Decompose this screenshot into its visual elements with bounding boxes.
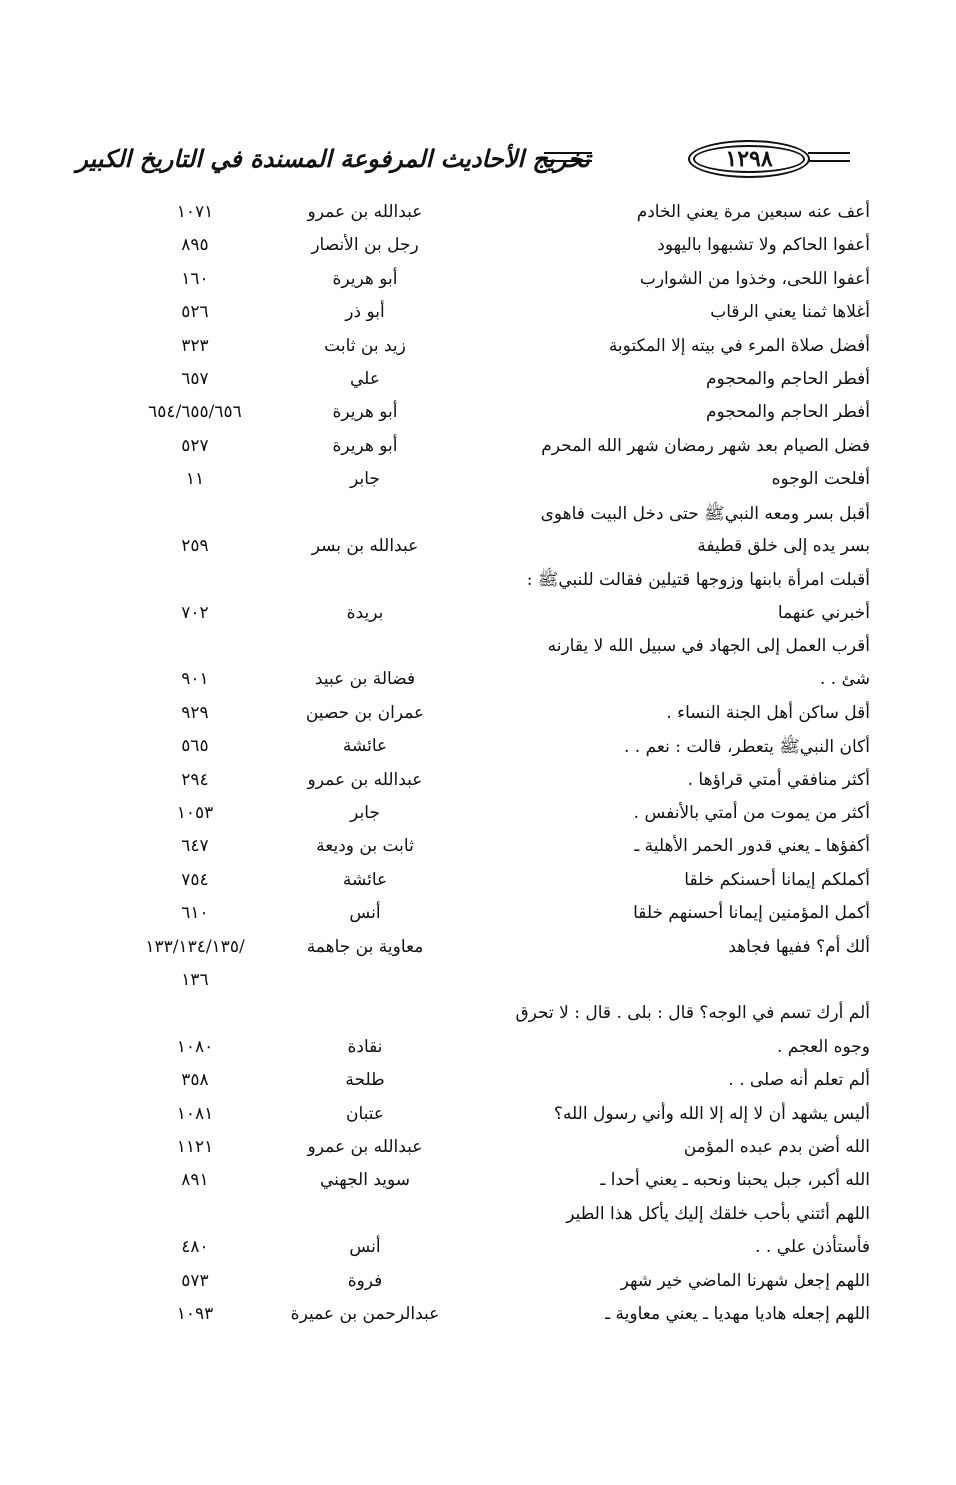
reference-number: ٦٥٧ (181, 368, 209, 389)
hadith-text: شئ . . (819, 669, 870, 690)
hadith-text: أفلحت الوجوه (771, 469, 870, 490)
index-row (100, 231, 870, 264)
hadith-text: ألك أم؟ ففيها فجاهد (728, 936, 870, 957)
hadith-text: أعف عنه سبعين مرة يعني الخادم (636, 202, 870, 222)
reference-number: ٤٨٠ (181, 1237, 209, 1258)
hadith-text: الله أضن بدم عبده المؤمن (683, 1136, 870, 1157)
hadith-text: أفطر الحاجم والمحجوم (705, 402, 870, 423)
index-row (100, 732, 870, 765)
narrator-name: عبدالرحمن بن عميرة (290, 1303, 440, 1324)
index-row (100, 866, 870, 899)
index-row (100, 465, 870, 498)
narrator-name: أنس (349, 903, 381, 924)
narrator-name: زيد بن ثابت (324, 335, 406, 356)
index-row (100, 499, 870, 532)
hadith-text: أقبلت امرأة بابنها وزوجها قتيلين فقالت للنبيﷺ : (526, 570, 870, 591)
reference-number: ٢٩٤ (181, 769, 209, 790)
index-row (100, 832, 870, 865)
narrator-name: أبو هريرة (332, 268, 398, 289)
reference-number: ٩٠١ (181, 669, 209, 690)
reference-number: ٥٧٣ (181, 1270, 209, 1291)
narrator-name: أبو هريرة (332, 435, 398, 456)
index-row (100, 1166, 870, 1199)
hadith-text: أكمل المؤمنين إيمانا أحسنهم خلقا (633, 903, 870, 924)
hadith-index-table (100, 198, 870, 1333)
hadith-text: أفضل صلاة المرء في بيته إلا المكتوبة (608, 335, 870, 356)
index-row (100, 198, 870, 231)
reference-number: ٣٥٨ (181, 1070, 209, 1091)
index-row (100, 1133, 870, 1166)
index-row (100, 1233, 870, 1266)
hadith-text: أكثر من يموت من أمتي بالأنفس . (633, 803, 870, 824)
reference-number: ٢٥٩ (181, 535, 209, 556)
hadith-text: اللهم إجعله هاديا مهديا ـ يعني معاوية ـ (605, 1303, 870, 1324)
hadith-text: ألم تعلم أنه صلى . . (728, 1070, 870, 1091)
reference-number: ٧٥٤ (181, 869, 209, 890)
header-title: تخريج الأحاديث المرفوعة المسندة في التاريخ الكبير (76, 144, 590, 173)
index-row (100, 899, 870, 932)
narrator-name: عبدالله بن عمرو (307, 769, 423, 790)
narrator-name: جابر (350, 469, 380, 490)
reference-number: ٥٦٥ (181, 736, 209, 757)
hadith-text: وجوه العجم . (776, 1036, 870, 1057)
index-row (100, 1267, 870, 1300)
narrator-name: عبدالله بن بسر (311, 535, 419, 556)
reference-number: ٣٢٣ (181, 335, 209, 356)
narrator-name: علي (350, 368, 380, 389)
narrator-name: رجل بن الأنصار (311, 235, 419, 256)
index-row (100, 298, 870, 331)
index-row (100, 1033, 870, 1066)
reference-number: ١٠٧١ (176, 202, 214, 222)
hadith-text: أكثر منافقي أمتي قراؤها . (687, 769, 870, 790)
index-row (100, 1066, 870, 1099)
index-row (100, 265, 870, 298)
hadith-text: أعفوا اللحى، وخذوا من الشوارب (639, 268, 870, 289)
hadith-text: أليس يشهد أن لا إله إلا الله وأني رسول الله؟ (553, 1103, 870, 1124)
narrator-name: عبدالله بن عمرو (307, 202, 423, 222)
narrator-name: ثابت بن وديعة (316, 836, 414, 857)
hadith-text: بسر يده إلى خلق قطيفة (697, 535, 870, 556)
index-row (100, 766, 870, 799)
narrator-name: طلحة (345, 1070, 385, 1091)
hadith-text: ألم أرك تسم في الوجه؟ قال : بلى . قال : لا تحرق (515, 1003, 870, 1024)
narrator-name: عائشة (342, 869, 388, 890)
reference-number: ٦١٠ (181, 903, 209, 924)
hadith-text: أخبرني عنهما (777, 602, 870, 623)
hadith-text: أفطر الحاجم والمحجوم (705, 368, 870, 389)
hadith-text: أغلاها ثمنا يعني الرقاب (710, 302, 870, 323)
narrator-name: عائشة (342, 736, 388, 757)
index-row (100, 532, 870, 565)
index-row (100, 332, 870, 365)
hadith-text: الله أكبر، جبل يحبنا ونحبه ـ يعني أحدا ـ (600, 1170, 870, 1191)
reference-number: ١٦٠ (181, 268, 209, 289)
header-rule-left (544, 152, 592, 162)
narrator-name: جابر (350, 803, 380, 824)
index-row (100, 565, 870, 598)
index-row (100, 599, 870, 632)
hadith-text: أقرب العمل إلى الجهاد في سبيل الله لا يقارنه (547, 636, 870, 657)
reference-number: ٦٥٤/٦٥٥/٦٥٦ (148, 402, 242, 423)
narrator-name: نقادة (347, 1036, 383, 1057)
index-row (100, 699, 870, 732)
hadith-text: فأستأذن علي . . (755, 1237, 870, 1258)
narrator-name: فروة (347, 1270, 383, 1291)
reference-number: ٧٠٢ (181, 602, 209, 623)
index-row (100, 1100, 870, 1133)
page-number: ١٢٩٨ (688, 140, 810, 178)
index-row (100, 398, 870, 431)
reference-number: ١٠٨١ (176, 1103, 214, 1124)
narrator-name: فضالة بن عبيد (314, 669, 416, 690)
header-rule-right (808, 152, 850, 162)
hadith-text: أقبل بسر ومعه النبيﷺ حتى دخل البيت فاهوى (540, 503, 870, 524)
hadith-text: فضل الصيام بعد شهر رمضان شهر الله المحرم (541, 435, 870, 456)
reference-number: ٨٩٥ (181, 235, 209, 256)
reference-number: /١٣٣/١٣٤/١٣٥ (145, 936, 245, 957)
reference-number: ٩٢٩ (181, 702, 209, 723)
narrator-name: أبو هريرة (332, 402, 398, 423)
index-row (100, 999, 870, 1032)
narrator-name: معاوية بن جاهمة (306, 936, 424, 957)
narrator-name: عتبان (345, 1103, 385, 1124)
reference-number: ٨٩١ (181, 1170, 209, 1191)
reference-number: ١٠٥٣ (176, 803, 214, 824)
hadith-text: اللهم إجعل شهرنا الماضي خير شهر (620, 1270, 870, 1291)
reference-number: ١١٢١ (176, 1136, 214, 1157)
reference-number: ١٣٦ (181, 969, 209, 990)
narrator-name: عمران بن حصين (305, 702, 425, 723)
hadith-text: أعفوا الحاكم ولا تشبهوا باليهود (657, 235, 870, 256)
index-row (100, 632, 870, 665)
reference-number: ٦٤٧ (181, 836, 209, 857)
reference-number: ١١ (185, 469, 205, 490)
narrator-name: أنس (349, 1237, 381, 1258)
index-row (100, 1200, 870, 1233)
index-row (100, 1300, 870, 1333)
narrator-name: سويد الجهني (319, 1170, 411, 1191)
hadith-text: أقل ساكن أهل الجنة النساء . (666, 702, 870, 723)
hadith-text: أكان النبيﷺ يتعطر، قالت : نعم . . (623, 737, 870, 758)
reference-number: ٥٢٦ (181, 302, 209, 323)
hadith-text: أكملكم إيمانا أحسنكم خلقا (684, 869, 870, 890)
index-row (100, 665, 870, 698)
hadith-text: أكفؤها ـ يعني قدور الحمر الأهلية ـ (634, 836, 870, 857)
hadith-text: اللهم أئتني بأحب خلقك إليك يأكل هذا الطير (566, 1203, 870, 1224)
reference-number: ١٠٩٣ (176, 1303, 214, 1324)
index-row (100, 966, 870, 999)
index-row (100, 365, 870, 398)
narrator-name: عبدالله بن عمرو (307, 1136, 423, 1157)
reference-number: ١٠٨٠ (176, 1036, 214, 1057)
page-header (76, 138, 850, 188)
reference-number: ٥٢٧ (181, 435, 209, 456)
index-row (100, 933, 870, 966)
index-row (100, 799, 870, 832)
narrator-name: بريدة (346, 602, 384, 623)
index-row (100, 432, 870, 465)
narrator-name: أبو ذر (345, 302, 385, 323)
